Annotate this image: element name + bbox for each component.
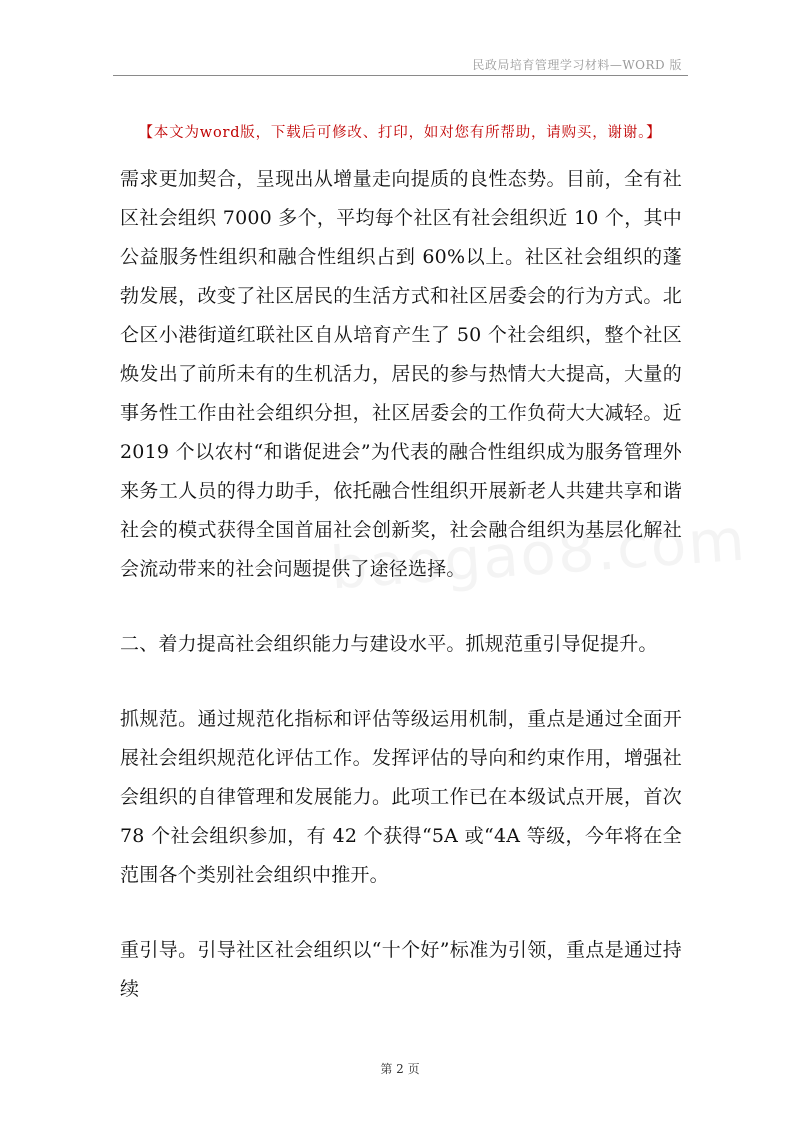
paragraph-guidance: 重引导。引导社区社会组织以“十个好”标准为引领，重点是通过持续: [120, 939, 682, 1000]
purchase-notice: 【本文为word版，下载后可修改、打印，如对您有所帮助，请购买，谢谢。】: [138, 125, 662, 141]
paragraph-community-organizations: 需求更加契合，呈现出从增量走向提质的良性态势。目前，全有社区社会组织 7000 多个，平均每个社区有社会组织近 10 个，其中公益服务性组织和融合性组织占到 60%以上。社区社会组织的蓬勃发展，改变了社区居民的生活方式和社区居委会的行为方式。北仑区小港街道红联社区自从培育产生了 50 个社会组织，整个社区焕发出了前所未有的生机活力，居民的参与热情大大提高，大量的事务性工作由社会组织分担，社区居委会的工作负荷大大减轻。近 2019 个以农村“和谐促进会”为代表的融合性组织成为服务管理外来务工人员的得力助手，依托融合性组织开展新老人共建共享和谐社会的模式获得全国首届社会创新奖，社会融合组织为基层化解社会流动带来的社会问题提供了途径选择。: [120, 168, 682, 580]
page-number: 第 2 页: [380, 1062, 420, 1076]
header-divider: [113, 75, 688, 76]
section-heading-two: 二、着力提高社会组织能力与建设水平。抓规范重引导促提升。: [120, 633, 658, 655]
running-header: 民政局培育管理学习材料—WORD 版: [472, 58, 682, 72]
document-body: [120, 160, 682, 1009]
paragraph-gap: [120, 664, 682, 700]
paragraph-standardization: 抓规范。通过规范化指标和评估等级运用机制，重点是通过全面开展社会组织规范化评估工作。发挥评估的导向和约束作用，增强社会组织的自律管理和发展能力。此项工作已在本级试点开展，首次 78 个社会组织参加，有 42 个获得“5A 或“4A 等级，今年将在全范围各个类别社会组织中推开。: [120, 708, 682, 886]
paragraph-gap: [120, 895, 682, 931]
paragraph-gap: [120, 589, 682, 625]
